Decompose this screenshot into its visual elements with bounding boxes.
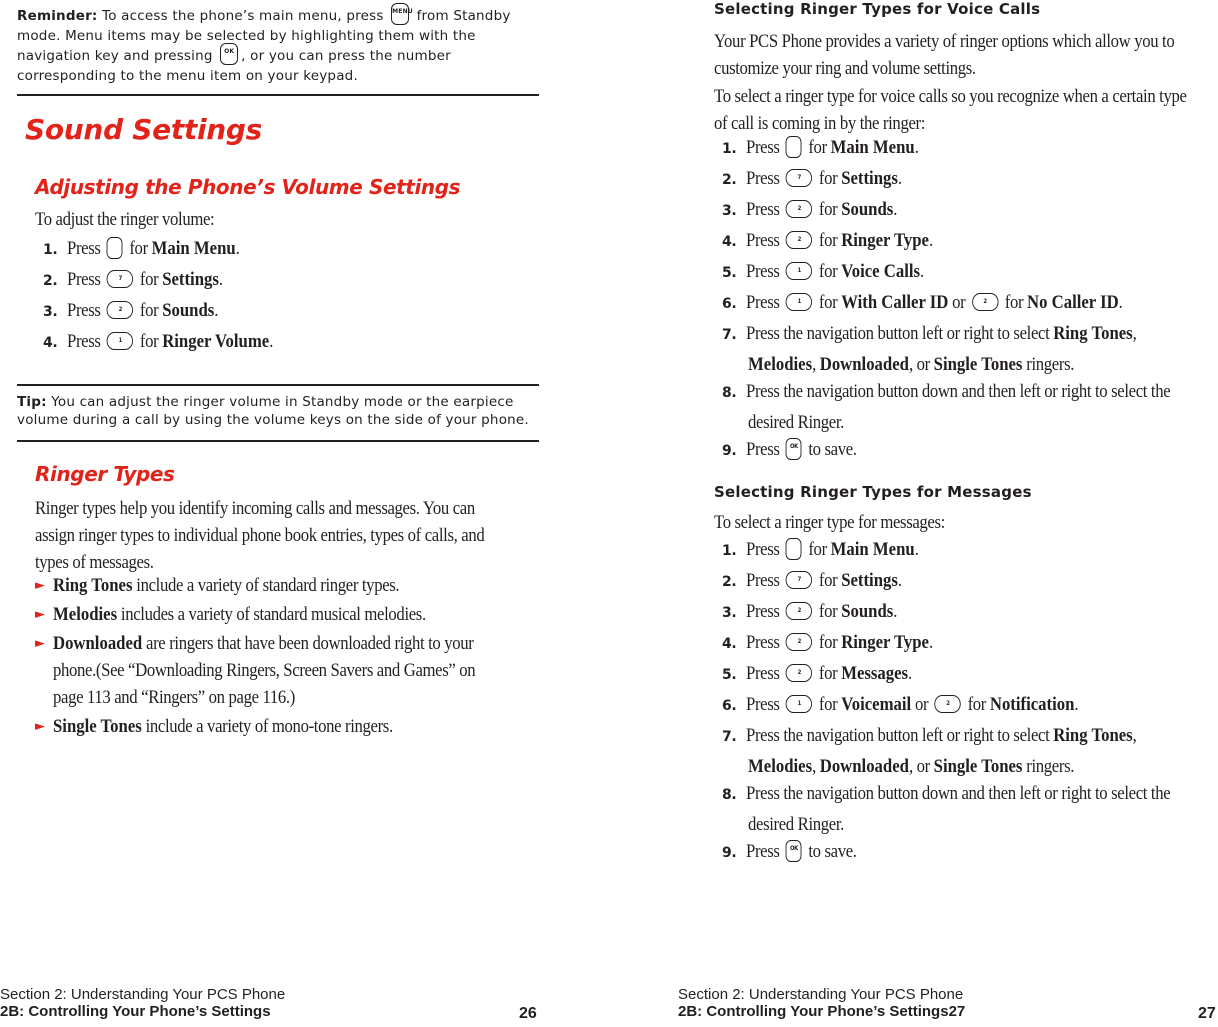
red-arrow-icon: ► bbox=[35, 719, 45, 734]
volume-steps bbox=[43, 234, 301, 358]
list-item: ► Single Tones include a variety of mono-tone ringers. bbox=[35, 713, 533, 740]
ringer-types-paragraph: Ringer types help you identify incoming calls and messages. You can assign ringer types to individual phone book entries, types of calls, and types of messages. bbox=[35, 498, 485, 573]
key-1-icon: 1 bbox=[786, 695, 812, 713]
key-2-icon: 2 bbox=[786, 200, 812, 218]
key-2-icon: 2 bbox=[107, 301, 133, 319]
key-1-icon: 1 bbox=[107, 332, 133, 350]
step-item: 3. Press 2 for Sounds. bbox=[722, 199, 898, 220]
step-item: 7. Press the navigation button left or right to select Ring Tones, Melodies, Downloaded, or Single Tones ringers. bbox=[722, 323, 1137, 375]
step-item: 3. Press 2 for Sounds. bbox=[722, 601, 898, 622]
footer-section: Section 2: Understanding Your PCS Phone bbox=[0, 986, 286, 1003]
tip-note bbox=[17, 393, 539, 429]
list-item: ► Downloaded are ringers that have been downloaded right to your phone.(See “Downloading Ringers, Screen Savers and Games” on page 113 and “Ringers” on page 116.) bbox=[35, 630, 533, 711]
step-item: 7. Press the navigation button left or right to select Ring Tones, Melodies, Downloaded, or Single Tones ringers. bbox=[722, 725, 1137, 777]
reminder-text: corresponding to the menu item on your keypad. bbox=[17, 68, 358, 84]
ringer-type-list bbox=[35, 572, 533, 742]
left-page bbox=[0, 0, 560, 1027]
reminder-label: Reminder: bbox=[17, 8, 98, 24]
footer-section: Section 2: Understanding Your PCS Phone bbox=[678, 986, 964, 1003]
key-2-icon: 2 bbox=[935, 695, 961, 713]
menu-key-icon: MENU bbox=[391, 3, 409, 25]
key-1-icon: 1 bbox=[786, 262, 812, 280]
menu-key-icon bbox=[107, 237, 123, 259]
reminder-text: from Standby bbox=[416, 8, 511, 24]
ok-key-icon: OK bbox=[786, 840, 802, 862]
step-item: 6. Press 1 for With Caller ID or 2 for No Caller ID. bbox=[722, 292, 1123, 313]
footer-chapter: 2B: Controlling Your Phone’s Settings bbox=[0, 1003, 271, 1020]
reminder-text: navigation key and pressing bbox=[17, 48, 213, 64]
key-7-icon: 7 bbox=[786, 571, 812, 589]
messages-steps bbox=[722, 535, 1218, 868]
ok-key-icon: OK bbox=[786, 438, 802, 460]
page-footer bbox=[678, 986, 965, 1020]
ok-key-icon: OK bbox=[220, 43, 238, 65]
key-2-icon: 2 bbox=[972, 293, 998, 311]
key-2-icon: 2 bbox=[786, 633, 812, 651]
step-item: 2. Press 7 for Settings. bbox=[722, 570, 902, 591]
step-item: 2. Press 7 for Settings. bbox=[43, 269, 223, 290]
step-item: 4. Press 2 for Ringer Type. bbox=[722, 230, 933, 251]
step-item: 3. Press 2 for Sounds. bbox=[43, 300, 219, 321]
ringer-types-heading: Ringer Types bbox=[35, 462, 175, 486]
step-item: 8. Press the navigation button down and then left or right to select the desired Ringer. bbox=[722, 381, 1171, 433]
voice-paragraph: Your PCS Phone provides a variety of ringer options which allow you to customize your ring and volume settings. bbox=[714, 31, 1175, 79]
reminder-note bbox=[17, 5, 539, 85]
divider bbox=[17, 384, 539, 386]
key-2-icon: 2 bbox=[786, 602, 812, 620]
reminder-text: mode. Menu items may be selected by highlighting them with the bbox=[17, 28, 476, 44]
divider bbox=[17, 440, 539, 442]
volume-heading: Adjusting the Phone’s Volume Settings bbox=[35, 175, 461, 199]
voice-steps bbox=[722, 133, 1218, 466]
right-page bbox=[678, 0, 1218, 1027]
step-item: 6. Press 1 for Voicemail or 2 for Notification. bbox=[722, 694, 1079, 715]
step-item: 4. Press 1 for Ringer Volume. bbox=[43, 331, 274, 352]
volume-intro: To adjust the ringer volume: bbox=[35, 209, 215, 230]
page-number: 27 bbox=[1198, 1005, 1216, 1022]
key-2-icon: 2 bbox=[786, 664, 812, 682]
divider bbox=[17, 94, 539, 96]
step-item: 5. Press 1 for Voice Calls. bbox=[722, 261, 924, 282]
step-item: 1. Press for Main Menu. bbox=[722, 539, 919, 560]
reminder-text: , or you can press the number bbox=[241, 48, 451, 64]
page-number: 26 bbox=[519, 1005, 537, 1022]
messages-intro: To select a ringer type for messages: bbox=[714, 512, 945, 533]
menu-key-icon bbox=[786, 136, 802, 158]
step-item: 9. Press OK to save. bbox=[722, 841, 857, 862]
red-arrow-icon: ► bbox=[35, 607, 45, 622]
messages-heading: Selecting Ringer Types for Messages bbox=[714, 483, 1032, 501]
step-item: 4. Press 2 for Ringer Type. bbox=[722, 632, 933, 653]
step-item: 9. Press OK to save. bbox=[722, 439, 857, 460]
step-item: 5. Press 2 for Messages. bbox=[722, 663, 912, 684]
page-footer bbox=[0, 986, 285, 1020]
step-item: 2. Press 7 for Settings. bbox=[722, 168, 902, 189]
key-1-icon: 1 bbox=[786, 293, 812, 311]
list-item: ► Ring Tones include a variety of standard ringer types. bbox=[35, 572, 533, 599]
list-item: ► Melodies includes a variety of standard musical melodies. bbox=[35, 601, 533, 628]
footer-chapter: 2B: Controlling Your Phone’s Settings27 bbox=[678, 1003, 966, 1020]
menu-key-icon bbox=[786, 538, 802, 560]
step-item: 1. Press for Main Menu. bbox=[722, 137, 919, 158]
red-arrow-icon: ► bbox=[35, 636, 45, 651]
key-7-icon: 7 bbox=[786, 169, 812, 187]
step-item: 8. Press the navigation button down and then left or right to select the desired Ringer. bbox=[722, 783, 1171, 835]
tip-text: You can adjust the ringer volume in Standby mode or the earpiece bbox=[51, 394, 514, 410]
red-arrow-icon: ► bbox=[35, 578, 45, 593]
tip-text: volume during a call by using the volume keys on the side of your phone. bbox=[17, 412, 529, 428]
voice-paragraph: To select a ringer type for voice calls so you recognize when a certain type of call is coming in by the ringer: bbox=[714, 86, 1187, 134]
section-title: Sound Settings bbox=[25, 113, 263, 146]
tip-label: Tip: bbox=[17, 394, 47, 410]
reminder-text: To access the phone’s main menu, press bbox=[102, 8, 384, 24]
voice-heading: Selecting Ringer Types for Voice Calls bbox=[714, 0, 1041, 18]
key-7-icon: 7 bbox=[107, 270, 133, 288]
key-2-icon: 2 bbox=[786, 231, 812, 249]
step-item: 1. Press for Main Menu. bbox=[43, 238, 240, 259]
